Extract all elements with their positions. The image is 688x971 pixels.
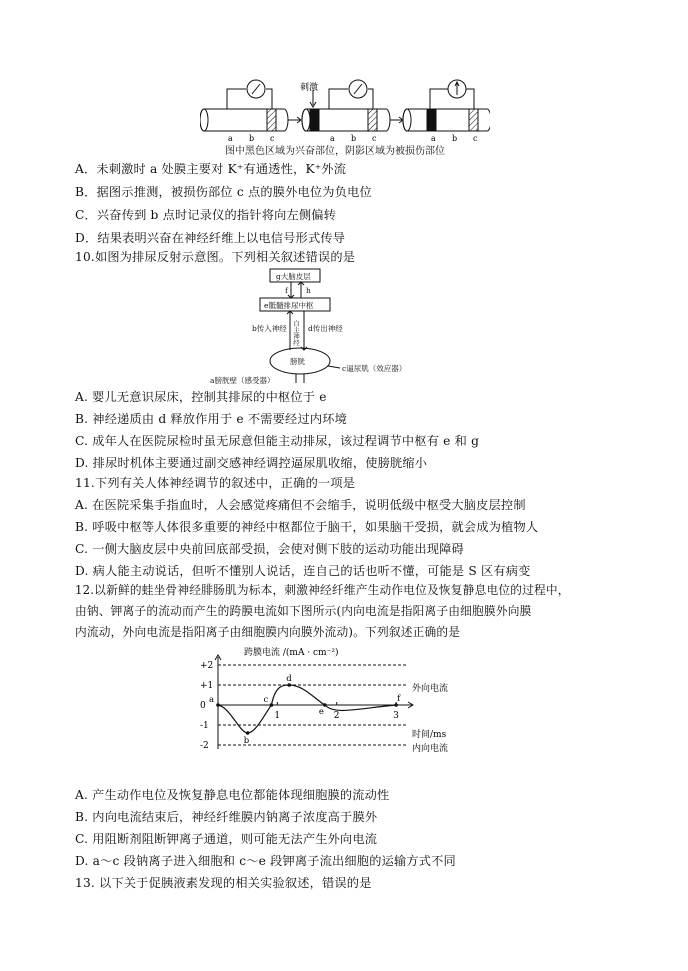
point-label-e: e bbox=[318, 707, 324, 717]
q12-stem-line-3: 内流动，外向电流是指阳离子由细胞膜内向膜外流动)。下列叙述正确的是 bbox=[75, 625, 461, 639]
q10-option-a: A. 婴儿无意识尿床，控制其排尿的中枢位于 e bbox=[75, 390, 327, 404]
center-label: e骶髓排尿中枢 bbox=[264, 301, 314, 310]
q11-option-b: B. 呼吸中枢等人体很多重要的神经中枢都位于脑干，如果脑干受损，就会成为植物人 bbox=[75, 520, 539, 534]
stimulus-label: 刺激 bbox=[300, 83, 319, 93]
autonomic-label: 自主神经 bbox=[292, 320, 300, 346]
q12-option-a: A. 产生动作电位及恢复静息电位都能体现细胞膜的流动性 bbox=[75, 788, 390, 802]
x-tick-label: 2 bbox=[333, 711, 340, 721]
current-curve bbox=[218, 685, 396, 733]
q10-stem: 10.如图为排尿反射示意图。下列相关叙述错误的是 bbox=[75, 250, 356, 264]
outward-current-label: 外向电流 bbox=[412, 684, 449, 694]
data-point-a bbox=[216, 703, 220, 707]
point-label-f: f bbox=[397, 694, 401, 704]
point-b: b bbox=[452, 134, 458, 143]
q12-stem-line-1: 12.以新鲜的蛙坐骨神经腓肠肌为标本，刺激神经纤维产生动作电位及恢复静息电位的过程中， bbox=[75, 583, 570, 597]
q11-stem: 11.下列有关人体神经调节的叙述中，正确的一项是 bbox=[75, 476, 356, 490]
point-label-a: a bbox=[209, 695, 215, 705]
q10-option-d: D. 排尿时机体主要通过副交感神经调控逼尿肌收缩，使膀胱缩小 bbox=[75, 456, 428, 470]
y-tick-label: +2 bbox=[200, 661, 214, 671]
afferent-label: b传入神经 bbox=[252, 324, 287, 333]
point-label-c: c bbox=[263, 695, 269, 705]
q9-option-d: D．结果表明兴奋在神经纤维上以电信号形式传导 bbox=[75, 231, 346, 245]
current-chart bbox=[190, 645, 490, 765]
q11-option-a: A. 在医院采集手指血时，人会感觉疼痛但不会缩手，说明低级中枢受大脑皮层控制 bbox=[75, 498, 526, 512]
chart-ylabel: 跨膜电流 /(mA · cm⁻²) bbox=[244, 648, 339, 658]
q11-option-c: C. 一侧大脑皮层中央前回底部受损，会使对侧下肢的运动功能出现障碍 bbox=[75, 542, 464, 556]
point-c: c bbox=[372, 134, 377, 143]
data-point-b bbox=[246, 731, 250, 735]
point-a: a bbox=[228, 134, 233, 143]
cortex-label: g大脑皮层 bbox=[276, 272, 311, 281]
data-point-c bbox=[270, 703, 274, 707]
point-label-b: b bbox=[243, 736, 250, 746]
point-a: a bbox=[330, 134, 335, 143]
detrusor-label: c逼尿肌（效应器） bbox=[342, 364, 407, 373]
q13-stem: 13. 以下关于促胰液素发现的相关实验叙述，错误的是 bbox=[75, 876, 372, 890]
q9-option-c: C．兴奋传到 b 点时记录仪的指针将向左侧偏转 bbox=[75, 208, 337, 222]
point-b: b bbox=[249, 134, 255, 143]
inward-current-label: 内向电流 bbox=[412, 744, 449, 754]
label-h: h bbox=[306, 286, 311, 295]
q10-option-c: C. 成年人在医院尿检时虽无尿意但能主动排尿，该过程调节中枢有 e 和 g bbox=[75, 434, 480, 448]
q12-option-d: D. a～c 段钠离子进入细胞和 c～e 段钾离子流出细胞的运输方式不同 bbox=[75, 854, 456, 868]
wall-label: a膀胱壁（感受器） bbox=[210, 376, 275, 385]
y-tick-label: -2 bbox=[200, 741, 209, 751]
point-a: a bbox=[431, 134, 436, 143]
q10-option-b: B. 神经递质由 d 释放作用于 e 不需要经过内环境 bbox=[75, 412, 347, 426]
chart-xlabel: 时间/ms bbox=[412, 730, 447, 740]
q11-option-d: D. 病人能主动说话，但听不懂别人说话，连自己的话也听不懂，可能是 S 区有病变 bbox=[75, 564, 531, 578]
figure-caption: 图中黑色区域为兴奋部位，阴影区域为被损伤部位 bbox=[225, 146, 445, 157]
q12-stem-line-2: 由钠、钾离子的流动而产生的跨膜电流如下图所示(内向电流是指阳离子由细胞膜外向膜 bbox=[75, 604, 532, 618]
x-tick-label: 3 bbox=[393, 711, 399, 721]
bladder-label: 膀胱 bbox=[290, 357, 305, 366]
y-tick-label: +1 bbox=[200, 681, 214, 691]
point-label-d: d bbox=[286, 674, 292, 684]
efferent-label: d传出神经 bbox=[308, 324, 343, 333]
point-c: c bbox=[473, 134, 478, 143]
q12-option-b: B. 内向电流结束后，神经纤维膜内钠离子浓度高于膜外 bbox=[75, 810, 378, 824]
point-c: c bbox=[270, 134, 275, 143]
q9-option-a: A．未刺激时 a 处膜主要对 K⁺有通透性，K⁺外流 bbox=[75, 162, 347, 176]
reflex-diagram bbox=[208, 266, 428, 386]
x-tick-label: 1 bbox=[274, 711, 281, 721]
y-tick-label: 0 bbox=[200, 701, 206, 711]
label-f: f bbox=[285, 286, 288, 295]
point-b: b bbox=[351, 134, 357, 143]
q12-option-c: C. 用阻断剂阻断钾离子通道，则可能无法产生外向电流 bbox=[75, 832, 378, 846]
y-tick-label: -1 bbox=[200, 721, 209, 731]
q9-option-b: B．据图示推测，被损伤部位 c 点的膜外电位为负电位 bbox=[75, 185, 372, 199]
